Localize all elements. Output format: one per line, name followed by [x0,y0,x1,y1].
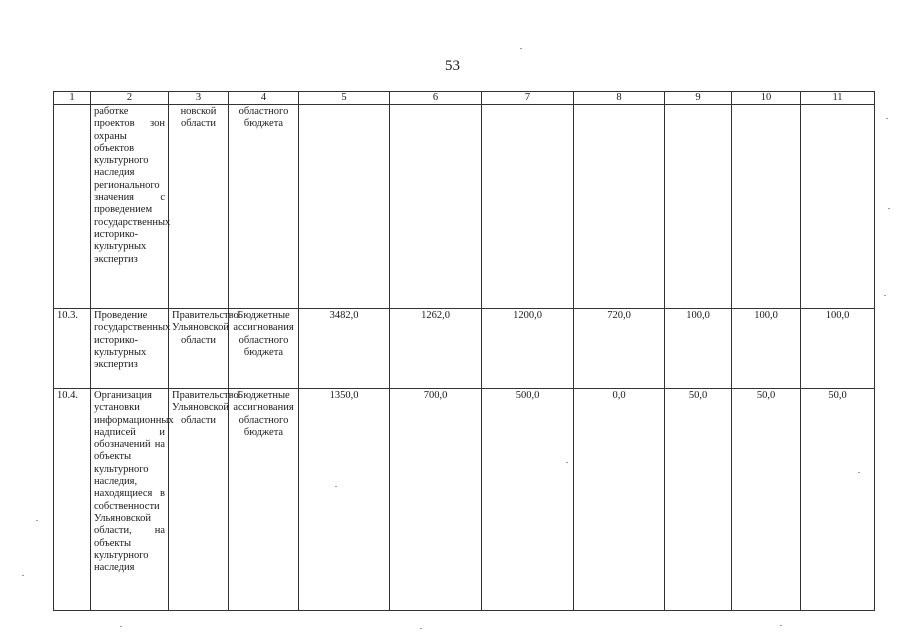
scan-speck [520,48,522,49]
funding-source: Бюджетные ассигнования областного бюджета [229,389,299,611]
column-header: 10 [732,92,801,105]
value-cell [801,105,875,309]
page-number: 53 [445,58,460,74]
executor: новской области [169,105,229,309]
column-header: 6 [390,92,482,105]
scan-speck [335,486,337,487]
value-cell: 1262,0 [390,309,482,389]
value-cell [665,105,732,309]
value-cell: 1350,0 [299,389,390,611]
funding-source: областного бюджета [229,105,299,309]
scan-speck [884,295,886,296]
funding-source: Бюджетные ассигнования областного бюджета [229,309,299,389]
value-cell: 720,0 [574,309,665,389]
row-number: 10.4. [54,389,91,611]
value-cell [390,105,482,309]
column-header: 9 [665,92,732,105]
scan-speck [22,575,24,576]
value-cell [299,105,390,309]
value-cell: 50,0 [665,389,732,611]
table-row [54,309,875,389]
scan-speck [120,626,122,627]
scan-speck [888,208,890,209]
scan-speck [886,118,888,119]
column-header: 2 [91,92,169,105]
value-cell: 50,0 [801,389,875,611]
column-header: 11 [801,92,875,105]
program-table [53,91,875,611]
measure-name: Организация установки информационных надписей и обозначений на объекты культурного наследия, находящиеся в собственности Ульяновской области, на объекты культурного наследия [91,389,169,611]
measure-name: Проведение государственных историко-культурных экспертиз [91,309,169,389]
scan-speck [566,462,568,463]
value-cell: 100,0 [665,309,732,389]
scan-speck [858,472,860,473]
value-cell: 1200,0 [482,309,574,389]
scan-speck [780,625,782,626]
table-row [54,389,875,611]
row-number [54,105,91,309]
executor: Правительство Ульяновской области [169,389,229,611]
value-cell: 700,0 [390,389,482,611]
row-number: 10.3. [54,309,91,389]
header-row [54,92,875,105]
value-cell: 3482,0 [299,309,390,389]
table-row [54,105,875,309]
value-cell [732,105,801,309]
value-cell: 50,0 [732,389,801,611]
value-cell: 0,0 [574,389,665,611]
scan-speck [420,628,422,629]
value-cell [574,105,665,309]
scan-speck [36,520,38,521]
value-cell: 100,0 [801,309,875,389]
column-header: 7 [482,92,574,105]
column-header: 3 [169,92,229,105]
column-header: 4 [229,92,299,105]
value-cell [482,105,574,309]
column-header: 1 [54,92,91,105]
measure-name: работке проектов зон охраны объектов культурного наследия регионального значения с проведением государственных историко-культурных экспертиз [91,105,169,309]
value-cell: 100,0 [732,309,801,389]
value-cell: 500,0 [482,389,574,611]
column-header: 8 [574,92,665,105]
executor: Правительство Ульяновской области [169,309,229,389]
column-header: 5 [299,92,390,105]
